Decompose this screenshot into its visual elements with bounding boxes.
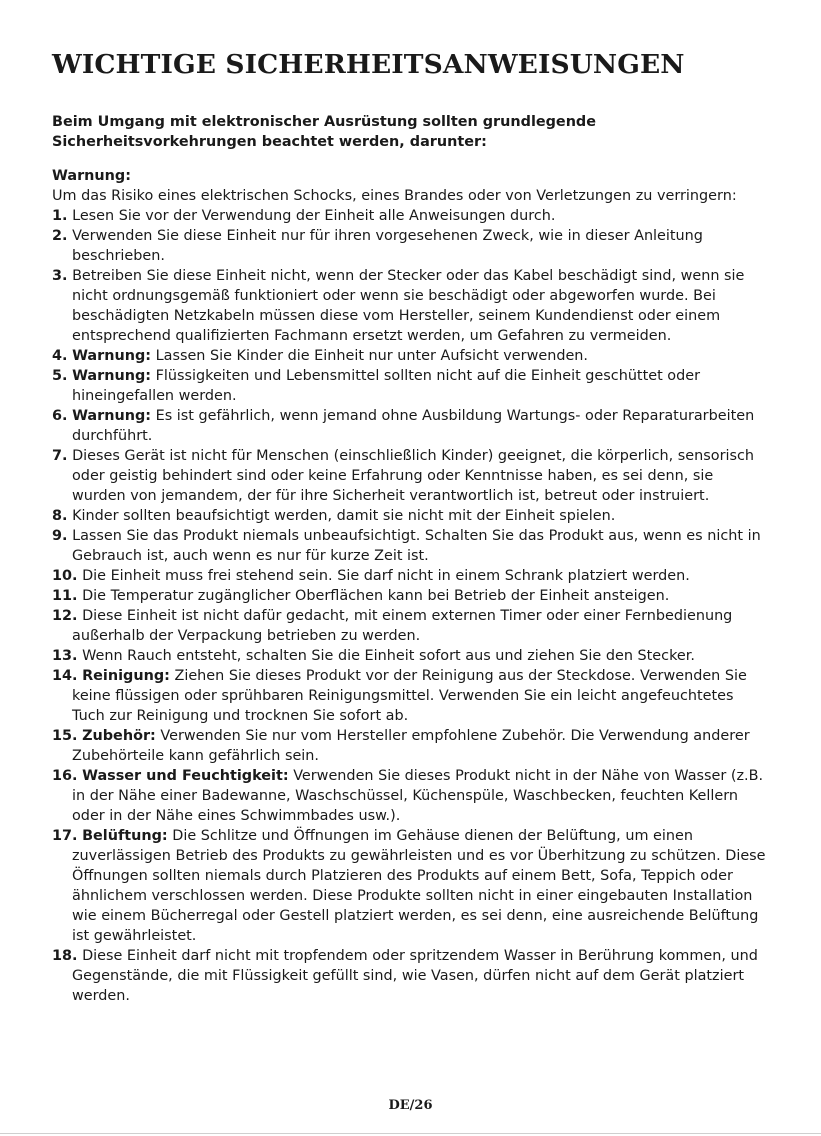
item-text: Lassen Sie Kinder die Einheit nur unter Aufsicht verwenden. [155, 348, 588, 364]
safety-instructions-list [52, 206, 770, 1006]
list-item [52, 766, 770, 826]
list-item [52, 606, 770, 646]
item-text: Dieses Gerät ist nicht für Menschen (einschließlich Kinder) geeignet, die körperlich, sensorisch oder geistig behindert sind oder keine Erfahrung oder Kenntnisse haben, es sei denn, sie wurden von jemandem, der für ihre Sicherheit verantwortlich ist, betreut oder instruiert. [72, 448, 755, 504]
item-number: 10. [52, 568, 78, 584]
item-number: 12. [52, 608, 78, 624]
list-item [52, 566, 770, 586]
page-title: WICHTIGE SICHERHEITSANWEISUNGEN [52, 49, 685, 80]
item-label: Wasser und Feuchtigkeit: [82, 768, 289, 784]
item-number: 1. [52, 208, 68, 224]
item-text: Verwenden Sie nur vom Hersteller empfohlene Zubehör. Die Verwendung anderer Zubehörteile kann gefährlich sein. [72, 728, 750, 764]
item-number: 17. [52, 828, 78, 844]
item-text: Die Temperatur zugänglicher Oberflächen kann bei Betrieb der Einheit ansteigen. [82, 588, 670, 604]
item-text: Ziehen Sie dieses Produkt vor der Reinigung aus der Steckdose. Verwenden Sie keine flüssigen oder sprühbaren Reinigungsmittel. Verwenden Sie ein leicht angefeuchtetes Tuch zur Reinigung und trocknen Sie sofort ab. [72, 668, 747, 724]
warning-lead: Um das Risiko eines elektrischen Schocks, eines Brandes oder von Verletzungen zu verringern: [52, 188, 737, 204]
item-text: Diese Einheit ist nicht dafür gedacht, mit einem externen Timer oder einer Fernbedienung außerhalb der Verpackung betrieben zu werden. [72, 608, 733, 644]
warning-heading: Warnung: [52, 168, 131, 184]
list-item [52, 366, 770, 406]
item-number: 15. [52, 728, 78, 744]
item-text: Wenn Rauch entsteht, schalten Sie die Einheit sofort aus und ziehen Sie den Stecker. [82, 648, 695, 664]
item-number: 7. [52, 448, 68, 464]
item-label: Zubehör: [82, 728, 156, 744]
item-number: 8. [52, 508, 68, 524]
list-item [52, 506, 770, 526]
item-label: Reinigung: [82, 668, 170, 684]
item-label: Warnung: [72, 408, 152, 424]
item-label: Warnung: [72, 348, 152, 364]
list-item [52, 206, 770, 226]
item-text: Diese Einheit darf nicht mit tropfendem oder spritzendem Wasser in Berührung kommen, und Gegenstände, die mit Flüssigkeit gefüllt sind, wie Vasen, dürfen nicht auf dem Gerät platziert werden. [72, 948, 758, 1004]
item-label: Warnung: [72, 368, 152, 384]
item-number: 13. [52, 648, 78, 664]
item-number: 6. [52, 408, 68, 424]
intro-text: Beim Umgang mit elektronischer Ausrüstung sollten grundlegende Sicherheitsvorkehrungen beachtet werden, darunter: [52, 114, 596, 150]
list-item [52, 726, 770, 766]
item-text: Verwenden Sie diese Einheit nur für ihren vorgesehenen Zweck, wie in dieser Anleitung beschrieben. [72, 228, 703, 264]
item-text: Kinder sollten beaufsichtigt werden, damit sie nicht mit der Einheit spielen. [72, 508, 616, 524]
item-text: Die Einheit muss frei stehend sein. Sie darf nicht in einem Schrank platziert werden. [82, 568, 690, 584]
bottom-rule [0, 1133, 821, 1134]
item-text: Die Schlitze und Öffnungen im Gehäuse dienen der Belüftung, um einen zuverlässigen Betrieb des Produkts zu gewährleisten und es vor Überhitzung zu schützen. Diese Öffnungen sollten niemals durch Platzieren des Produkts auf einem Bett, Sofa, Teppich oder ähnlichem verschlossen werden. Diese Produkte sollten nicht in einer eingebauten Installation wie einem Bücherregal oder Gestell platziert werden, es sei denn, eine ausreichende Belüftung ist gewährleistet. [72, 828, 766, 944]
item-number: 3. [52, 268, 68, 284]
list-item [52, 346, 770, 366]
list-item [52, 446, 770, 506]
list-item [52, 646, 770, 666]
item-number: 18. [52, 948, 78, 964]
item-text: Lassen Sie das Produkt niemals unbeaufsichtigt. Schalten Sie das Produkt aus, wenn es nicht in Gebrauch ist, auch wenn es nur für kurze Zeit ist. [72, 528, 761, 564]
item-number: 16. [52, 768, 78, 784]
item-number: 11. [52, 588, 78, 604]
item-text: Flüssigkeiten und Lebensmittel sollten nicht auf die Einheit geschüttet oder hineingefallen werden. [72, 368, 701, 404]
list-item [52, 226, 770, 266]
list-item [52, 946, 770, 1006]
item-text: Es ist gefährlich, wenn jemand ohne Ausbildung Wartungs- oder Reparaturarbeiten durchführt. [72, 408, 755, 444]
item-text: Betreiben Sie diese Einheit nicht, wenn der Stecker oder das Kabel beschädigt sind, wenn sie nicht ordnungsgemäß funktioniert oder wenn sie beschädigt oder abgeworfen wurde. Bei beschädigten Netzkabeln müssen diese vom Hersteller, seinem Kundendienst oder einem entsprechend qualifizierten Fachmann ersetzt werden, um Gefahren zu vermeiden. [72, 268, 745, 344]
page-number: DE/26 [388, 1098, 433, 1113]
item-number: 5. [52, 368, 68, 384]
item-number: 9. [52, 528, 68, 544]
list-item [52, 406, 770, 446]
list-item [52, 266, 770, 346]
item-number: 14. [52, 668, 78, 684]
list-item [52, 666, 770, 726]
item-number: 4. [52, 348, 68, 364]
list-item [52, 586, 770, 606]
item-label: Belüftung: [82, 828, 168, 844]
item-text: Verwenden Sie dieses Produkt nicht in der Nähe von Wasser (z.B. in der Nähe einer Badewanne, Waschschüssel, Küchenspüle, Waschbecken, feuchten Kellern oder in der Nähe eines Schwimmbades usw.). [72, 768, 764, 824]
list-item [52, 526, 770, 566]
item-number: 2. [52, 228, 68, 244]
item-text: Lesen Sie vor der Verwendung der Einheit alle Anweisungen durch. [72, 208, 556, 224]
list-item [52, 826, 770, 946]
